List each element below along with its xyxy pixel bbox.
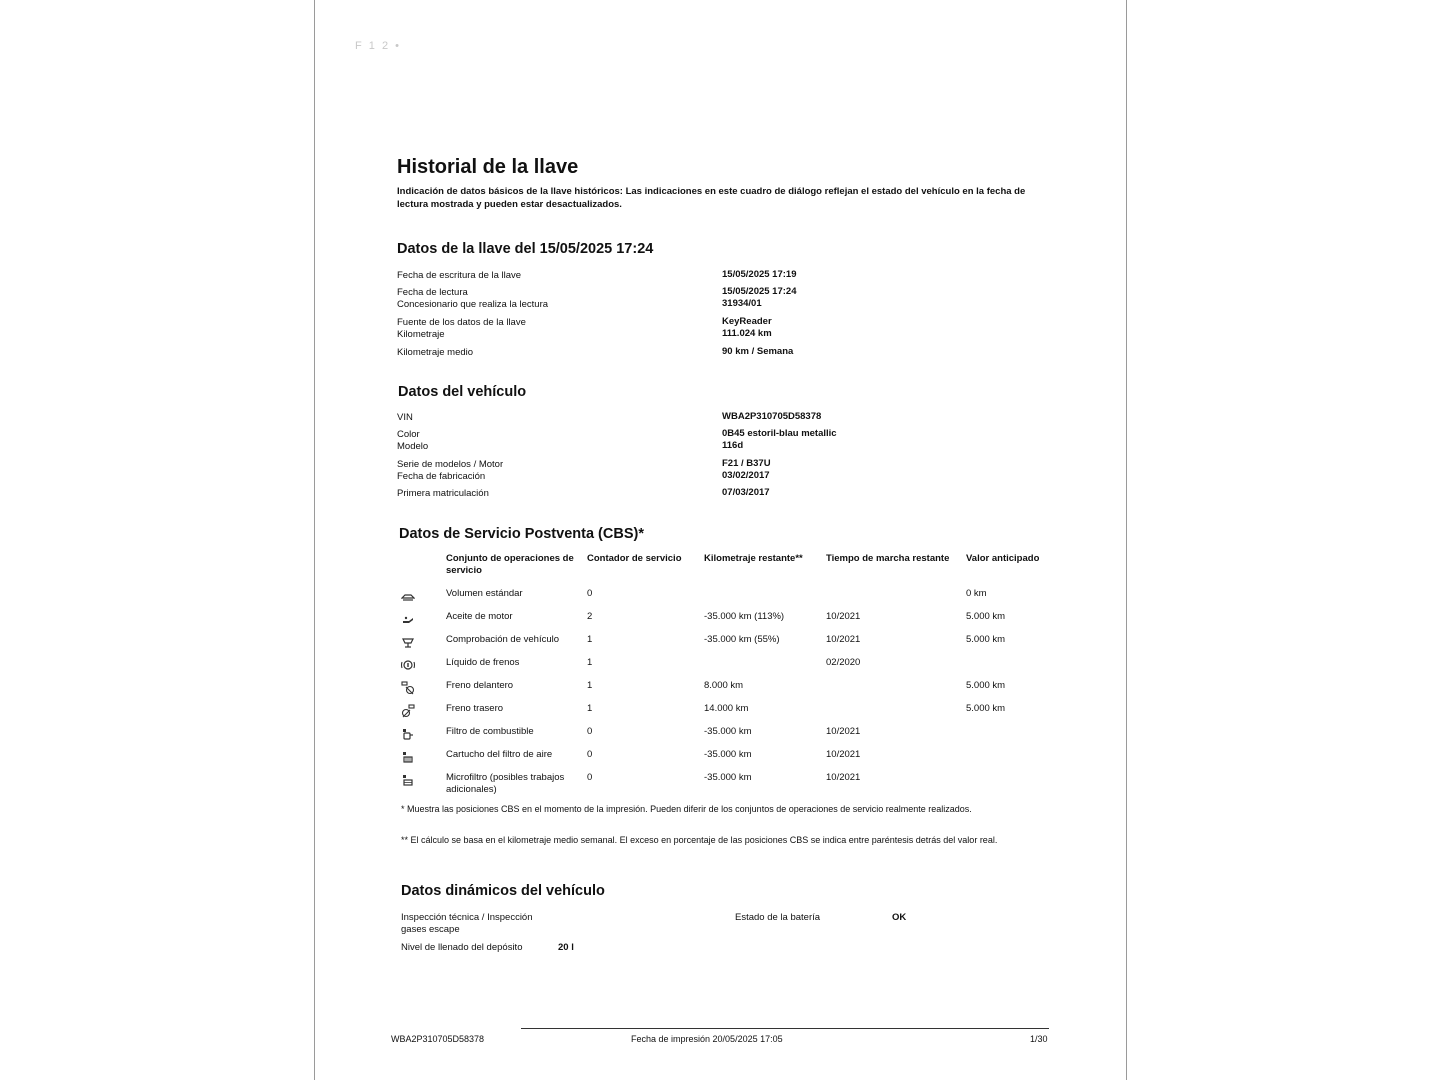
registration-label: Primera matriculación [397,488,489,499]
cbs-km: -35.000 km [704,772,752,783]
cbs-table-header [399,553,1059,579]
vehicle-check-icon [401,635,415,649]
vin-value: WBA2P310705D58378 [722,411,822,422]
avg-mileage-value: 90 km / Semana [722,346,794,357]
read-date-label: Fecha de lectura [397,287,468,298]
series-value: F21 / B37U [722,458,771,469]
read-date-value: 15/05/2025 17:24 [722,286,797,297]
source-label: Fuente de los datos de la llave [397,317,526,328]
color-label: Color [397,429,420,440]
manufacture-date-label: Fecha de fabricación [397,471,486,482]
cbs-counter: 1 [587,657,593,668]
brake-fluid-icon [401,658,415,672]
mileage-value: 111.024 km [722,328,772,339]
cbs-counter: 0 [587,749,593,760]
cbs-counter: 1 [587,680,593,691]
vehicle-data-list [397,411,997,506]
cbs-time: 10/2021 [826,726,861,737]
table-row [399,770,1059,798]
header-km-remaining: Kilometraje restante** [704,553,803,564]
dynamic-data-title: Datos dinámicos del vehículo [401,883,605,899]
model-value: 116d [722,440,744,451]
inspection-label: Inspección técnica / Inspección gases escape [401,912,533,935]
cbs-operation: Freno delantero [446,680,514,691]
oil-can-icon [401,612,415,626]
battery-label: Estado de la batería [735,912,821,923]
registration-value: 07/03/2017 [722,487,770,498]
dealer-value: 31934/01 [722,298,762,309]
cbs-title: Datos de Servicio Postventa (CBS)* [399,526,644,542]
header-operations: Conjunto de operaciones de servicio [446,553,574,576]
source-value: KeyReader [722,316,772,327]
header-counter: Contador de servicio [587,553,682,564]
color-value: 0B45 estoril-blau metallic [722,428,837,439]
header-anticipated: Valor anticipado [966,553,1040,564]
cbs-counter: 2 [587,611,593,622]
front-brake-icon [401,681,415,695]
cbs-km: 14.000 km [704,703,749,714]
table-row [399,632,1059,654]
header-time-remaining: Tiempo de marcha restante [826,553,950,564]
air-filter-icon [401,750,415,764]
fuel-filter-icon [401,727,415,741]
cbs-time: 10/2021 [826,749,861,760]
table-row [399,655,1059,677]
cbs-operation: Freno trasero [446,703,504,714]
microfilter-icon [401,773,415,787]
cbs-km: 8.000 km [704,680,744,691]
tank-value: 20 l [558,942,574,953]
model-label: Modelo [397,441,429,452]
cbs-footnote-2: ** El cálculo se basa en el kilometraje medio semanal. El exceso en porcentaje de las posiciones CBS se indica entre paréntesis detrás del valor real. [401,835,998,845]
vehicle-data-title: Datos del vehículo [398,384,527,400]
cbs-anticipated: 5.000 km [966,680,1006,691]
cbs-operation: Aceite de motor [446,611,513,622]
corner-mark: F 1 2 • [355,40,401,52]
footer-vin: WBA2P310705D58378 [391,1034,485,1044]
table-row [399,678,1059,700]
cbs-counter: 0 [587,726,593,737]
mileage-label: Kilometraje [397,329,445,340]
document-page [314,0,1127,1080]
cbs-time: 10/2021 [826,611,861,622]
cbs-anticipated: 0 km [966,588,987,599]
cbs-time: 10/2021 [826,634,861,645]
tank-label: Nivel de llenado del depósito [401,942,523,953]
table-row [399,747,1059,769]
cbs-operation: Filtro de combustible [446,726,534,737]
intro-text: Indicación de datos básicos de la llave históricos: Las indicaciones en este cuadro de diálogo reflejan el estado del vehículo en la fecha de lectura mostrada y pueden estar desactualizados. [397,186,1026,210]
avg-mileage-label: Kilometraje medio [397,347,474,358]
cbs-km: -35.000 km (113%) [704,611,785,622]
cbs-time: 10/2021 [826,772,861,783]
cbs-footnote-1: * Muestra las posiciones CBS en el momento de la impresión. Pueden diferir de los conjuntos de operaciones de servicio realmente realizados. [401,804,972,814]
cbs-counter: 0 [587,772,593,783]
cbs-counter: 0 [587,588,593,599]
cbs-km: -35.000 km [704,726,752,737]
table-row [399,724,1059,746]
cbs-km: -35.000 km [704,749,752,760]
table-row [399,701,1059,723]
footer-print-date: Fecha de impresión 20/05/2025 17:05 [631,1034,783,1044]
cbs-operation: Líquido de frenos [446,657,520,668]
vin-label: VIN [397,412,413,423]
cbs-operation: Microfiltro (posibles trabajos adicionales) [446,772,565,795]
dealer-label: Concesionario que realiza la lectura [397,299,549,310]
manufacture-date-value: 03/02/2017 [722,470,770,481]
cbs-operation: Cartucho del filtro de aire [446,749,553,760]
table-row [399,586,1059,608]
cbs-counter: 1 [587,703,593,714]
table-row [399,609,1059,631]
series-label: Serie de modelos / Motor [397,459,504,470]
key-write-date-label: Fecha de escritura de la llave [397,270,522,281]
key-data-title: Datos de la llave del 15/05/2025 17:24 [397,241,654,257]
cbs-anticipated: 5.000 km [966,703,1006,714]
cbs-anticipated: 5.000 km [966,611,1006,622]
cbs-counter: 1 [587,634,593,645]
footer-page-number: 1/30 [1030,1034,1048,1044]
cbs-km: -35.000 km (55%) [704,634,780,645]
cbs-operation: Comprobación de vehículo [446,634,560,645]
cbs-anticipated: 5.000 km [966,634,1006,645]
key-data-list [397,268,997,363]
cbs-operation: Volumen estándar [446,588,523,599]
rear-brake-icon [401,704,415,718]
battery-value: OK [892,912,907,923]
cbs-time: 02/2020 [826,657,861,668]
footer-divider [521,1028,1049,1029]
volume-icon [401,589,415,603]
key-write-date-value: 15/05/2025 17:19 [722,269,797,280]
page-title: Historial de la llave [397,156,579,178]
